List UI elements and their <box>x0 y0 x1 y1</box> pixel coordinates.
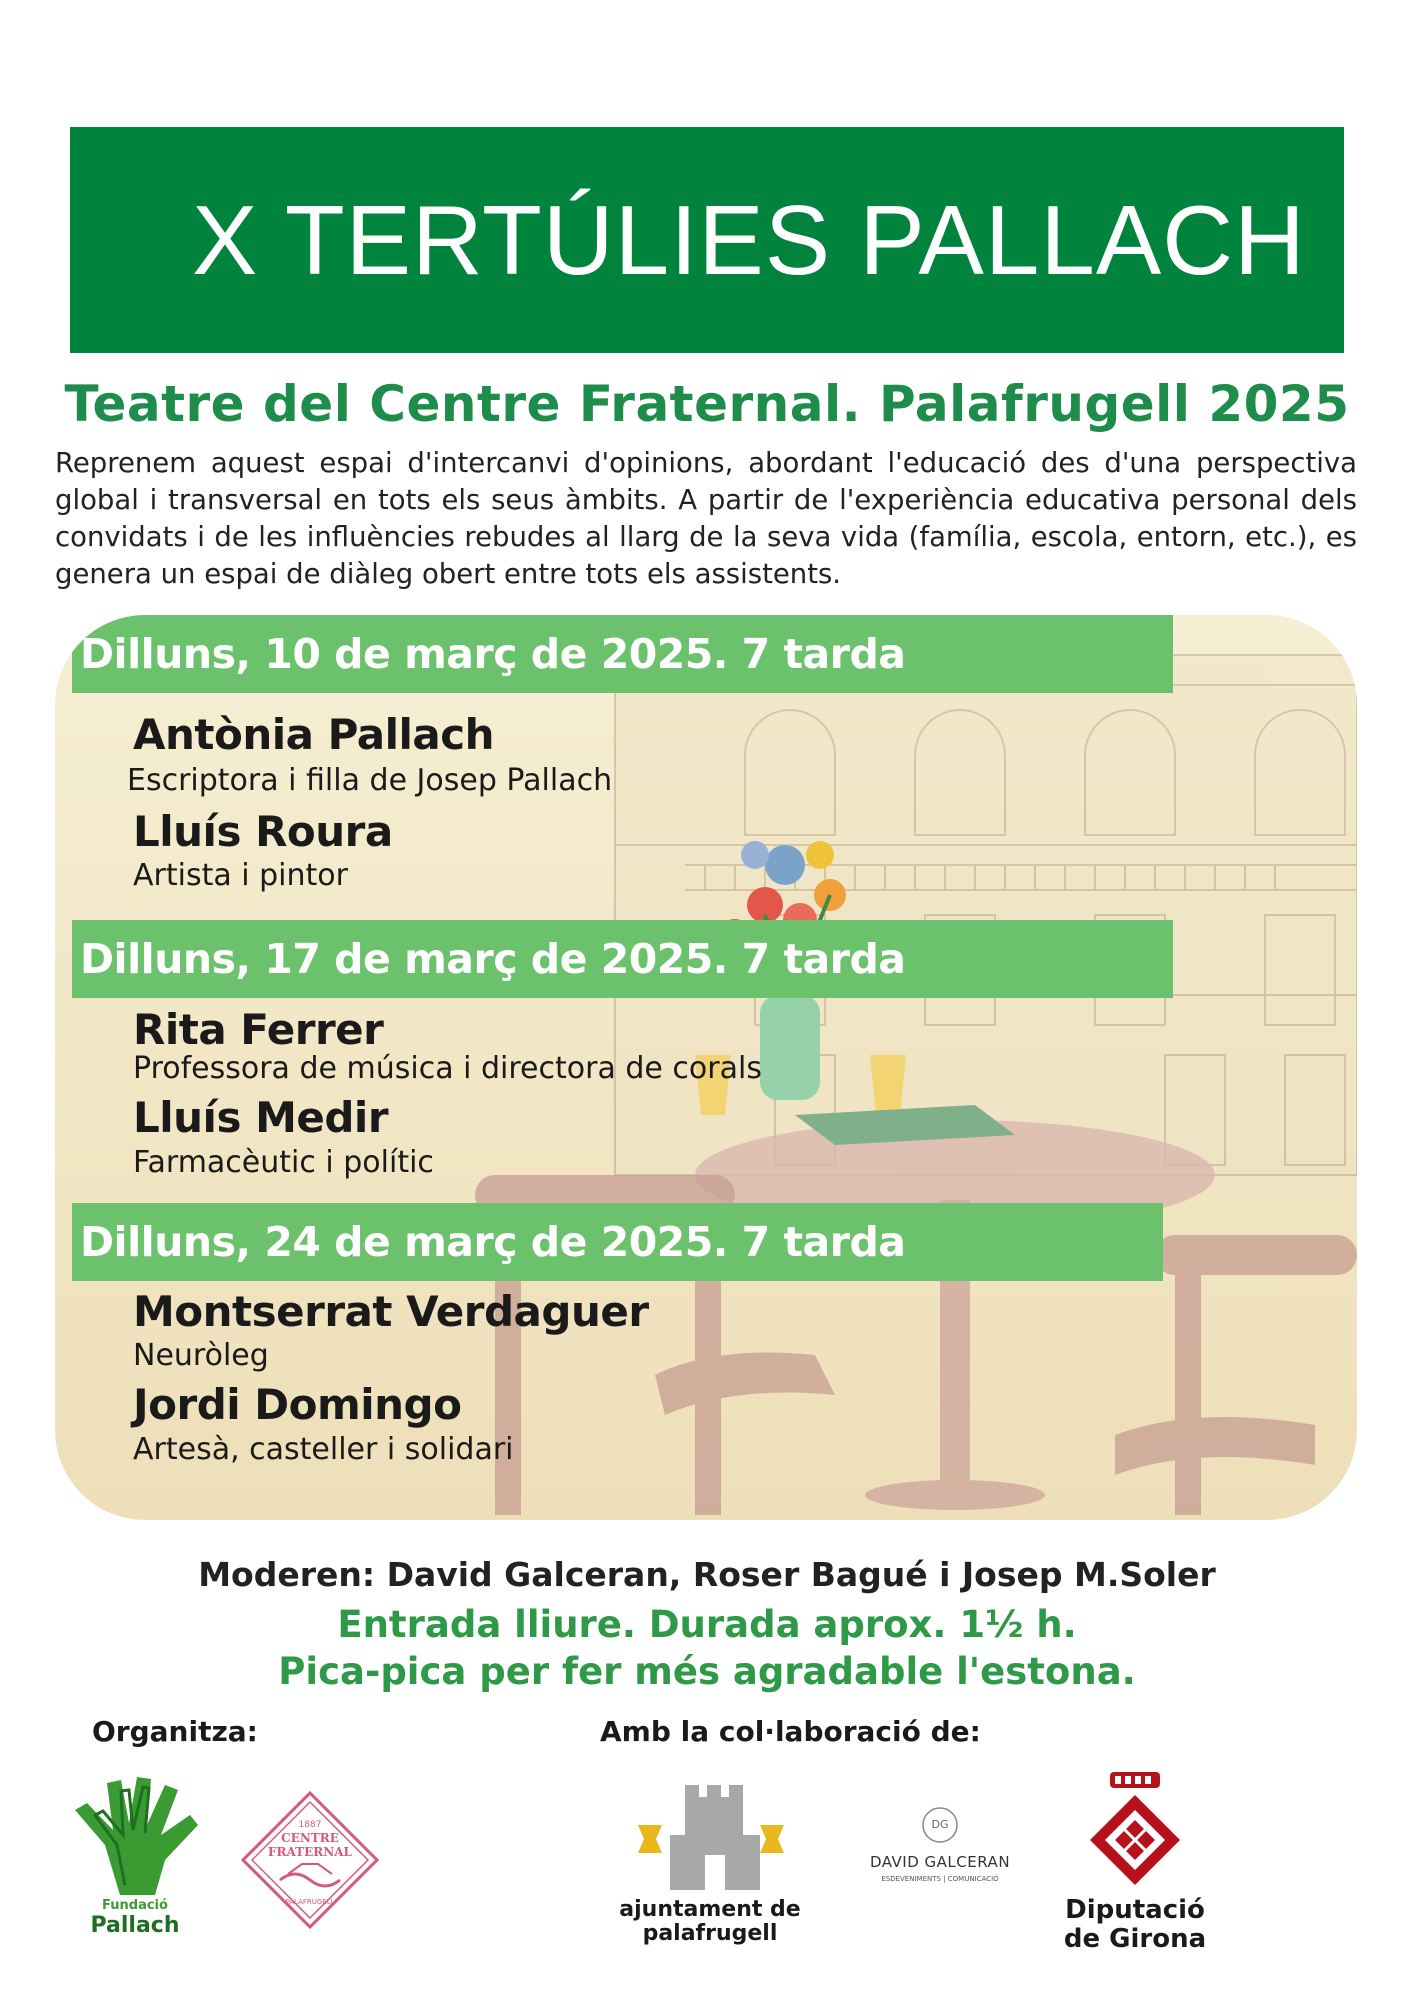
dg-tagline: ESDEVENIMENTS | COMUNICACIÓ <box>881 1875 999 1883</box>
event-date-bar <box>72 920 1173 998</box>
guest-name: Jordi Domingo <box>133 1380 462 1429</box>
collaborators-label: Amb la col·laboració de: <box>600 1715 981 1748</box>
events-panel <box>55 615 1357 1520</box>
guest-name: Antònia Pallach <box>133 710 495 759</box>
event-date: Dilluns, 10 de març de 2025. 7 tarda <box>80 630 906 678</box>
dg-name: DAVID GALCERAN <box>869 1853 1011 1871</box>
centre-town: PALAFRUGELL <box>285 1898 335 1906</box>
guest-role: Artista i pintor <box>133 858 348 893</box>
title-banner <box>70 127 1344 353</box>
ajuntament-line1: ajuntament de <box>619 1897 801 1922</box>
diamond-emblem-icon <box>240 1790 380 1930</box>
centre-line2: FRATERNAL <box>268 1845 352 1859</box>
fundacio-line1: Fundació <box>102 1898 168 1913</box>
event-date: Dilluns, 24 de març de 2025. 7 tarda <box>80 1218 906 1266</box>
centre-line1: CENTRE <box>281 1831 339 1845</box>
guest-role: Escriptora i filla de Josep Pallach <box>127 763 613 798</box>
picapica-info: Pica-pica per fer més agradable l'estona. <box>278 1650 1136 1693</box>
diputacio-girona-logo <box>1055 1770 1215 1955</box>
diputacio-line2: de Girona <box>1063 1924 1207 1954</box>
guest-role: Neuròleg <box>133 1338 269 1373</box>
intro-paragraph: Reprenem aquest espai d'intercanvi d'opinions, abordant l'educació des d'una perspectiva global i transversal en tots els seus àmbits. A partir de l'experiència educativa personal dels convidats i de les influències rebudes al llarg de la seva vida (família, escola, entorn, etc.), es genera un espai de diàleg obert entre tots els assistents. <box>55 447 1357 590</box>
event-date-bar <box>72 1203 1163 1281</box>
david-galceran-logo <box>855 1805 1025 1895</box>
coat-of-arms-icon <box>1055 1770 1215 1890</box>
fundacio-line2: Pallach <box>90 1913 180 1938</box>
venue-subtitle: Teatre del Centre Fraternal. Palafrugell 2025 <box>64 375 1350 433</box>
dg-initials: DG <box>931 1818 949 1831</box>
guest-name: Rita Ferrer <box>133 1005 384 1054</box>
event-date-bar <box>72 615 1173 693</box>
ajuntament-palafrugell-logo <box>610 1775 810 1950</box>
ajuntament-line2: palafrugell <box>642 1921 778 1946</box>
page-title: X TERTÚLIES PALLACH <box>192 185 1306 295</box>
event-date: Dilluns, 17 de març de 2025. 7 tarda <box>80 935 906 983</box>
moderators-line: Moderen: David Galceran, Roser Bagué i Josep M.Soler <box>198 1555 1216 1594</box>
centre-year: 1887 <box>298 1820 322 1830</box>
guest-role: Artesà, casteller i solidari <box>133 1432 514 1467</box>
hand-icon <box>65 1775 205 1900</box>
guest-role: Farmacèutic i polític <box>133 1145 434 1180</box>
centre-fraternal-logo <box>240 1790 380 1930</box>
fundacio-pallach-logo <box>65 1775 205 1945</box>
guest-role: Professora de música i directora de corals <box>133 1051 762 1086</box>
guest-name: Lluís Roura <box>133 807 393 856</box>
diputacio-line1: Diputació <box>1065 1895 1205 1925</box>
entry-info: Entrada lliure. Durada aprox. 1½ h. <box>337 1603 1077 1646</box>
guest-name: Montserrat Verdaguer <box>133 1287 649 1336</box>
guest-name: Lluís Medir <box>133 1093 389 1142</box>
organizers-label: Organitza: <box>92 1715 258 1748</box>
tower-icon <box>610 1775 810 1895</box>
